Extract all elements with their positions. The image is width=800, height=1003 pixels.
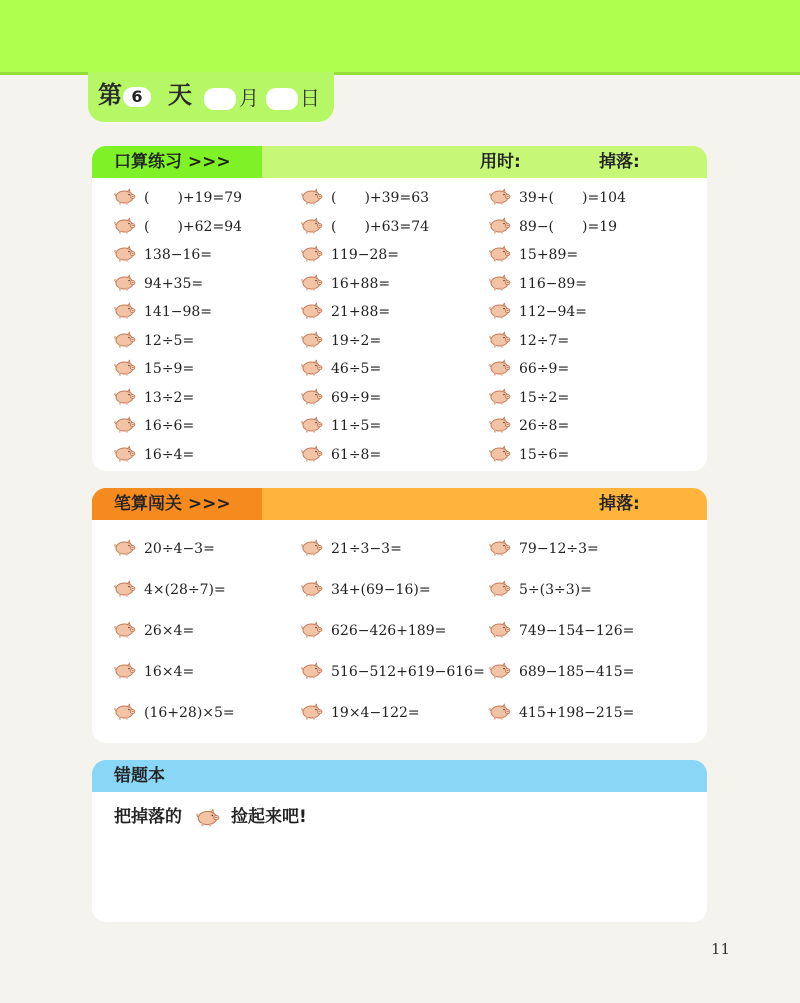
pig-icon <box>114 359 136 376</box>
pig-icon <box>301 416 323 433</box>
oral-practice-header <box>92 146 707 178</box>
pig-icon <box>489 245 511 262</box>
month-label: 月 <box>239 86 259 110</box>
problem-expression: ( )+39=63 <box>331 190 430 206</box>
problem-expression: 26×4= <box>144 623 195 639</box>
problem-expression: 69÷9= <box>331 389 382 406</box>
problem-expression: 16×4= <box>144 664 195 680</box>
pig-icon <box>301 580 323 597</box>
problem-expression: 61÷8= <box>331 446 382 463</box>
problem-expression: 4×(28÷7)= <box>144 582 226 598</box>
pig-icon <box>114 703 136 720</box>
pig-icon <box>489 274 511 291</box>
pig-icon <box>489 188 511 205</box>
problem-expression: (16+28)×5= <box>144 705 235 721</box>
written-practice-panel <box>92 488 707 743</box>
date-label: 日 <box>300 86 320 110</box>
pig-icon <box>301 445 323 462</box>
pig-icon <box>489 217 511 234</box>
pig-icon <box>196 808 220 827</box>
problem-expression: ( )+19=79 <box>144 190 243 206</box>
pig-icon <box>489 662 511 679</box>
problem-expression: 112−94= <box>519 304 587 320</box>
top-banner <box>0 0 800 75</box>
pig-icon <box>301 302 323 319</box>
mistakes-writing-area[interactable] <box>92 840 707 920</box>
pig-icon <box>489 302 511 319</box>
pig-icon <box>114 245 136 262</box>
written-dropped-label: 掉落: <box>599 494 640 514</box>
pig-icon <box>114 188 136 205</box>
day-number: 6 <box>123 87 151 107</box>
problem-expression: 16÷4= <box>144 446 195 463</box>
oral-dropped-label: 掉落: <box>599 152 640 172</box>
pig-icon <box>489 416 511 433</box>
pig-icon <box>301 245 323 262</box>
pig-icon <box>301 388 323 405</box>
pig-icon <box>301 539 323 556</box>
day-suffix: 天 <box>168 81 192 109</box>
pig-icon <box>489 445 511 462</box>
pig-icon <box>489 580 511 597</box>
month-blank[interactable] <box>204 88 236 110</box>
pig-icon <box>489 331 511 348</box>
pig-icon <box>114 274 136 291</box>
problem-expression: 13÷2= <box>144 389 195 406</box>
problem-expression: 94+35= <box>144 275 204 292</box>
pig-icon <box>114 445 136 462</box>
problem-expression: 16+88= <box>331 275 391 292</box>
problem-expression: 12÷7= <box>519 332 570 349</box>
date-blank[interactable] <box>266 88 298 110</box>
pig-icon <box>489 539 511 556</box>
pig-icon <box>301 188 323 205</box>
oral-practice-panel <box>92 146 707 471</box>
pig-icon <box>114 662 136 679</box>
problem-expression: 79−12÷3= <box>519 541 599 557</box>
problem-expression: 16÷6= <box>144 418 195 434</box>
problem-expression: 15÷9= <box>144 361 195 377</box>
problem-expression: 34+(69−16)= <box>331 582 431 598</box>
problem-expression: 119−28= <box>331 247 399 263</box>
pig-icon <box>114 580 136 597</box>
mistakes-text-after: 捡起来吧! <box>231 807 307 827</box>
pig-icon <box>489 703 511 720</box>
problem-expression: 141−98= <box>144 304 212 320</box>
problem-expression: 21÷3−3= <box>331 541 402 557</box>
pig-icon <box>114 302 136 319</box>
time-label: 用时: <box>480 152 521 172</box>
pig-icon <box>114 388 136 405</box>
mistakes-header <box>92 760 707 792</box>
problem-expression: 26÷8= <box>519 418 570 434</box>
problem-expression: 15÷6= <box>519 446 570 463</box>
problem-expression: 66÷9= <box>519 361 570 377</box>
pig-icon <box>301 621 323 638</box>
pig-icon <box>114 539 136 556</box>
problem-expression: 116−89= <box>519 275 587 292</box>
problem-expression: 689−185−415= <box>519 664 635 680</box>
pig-icon <box>114 217 136 234</box>
pig-icon <box>114 331 136 348</box>
day-header <box>88 72 334 122</box>
problem-expression: 415+198−215= <box>519 705 635 721</box>
problem-expression: 626−426+189= <box>331 623 447 639</box>
day-prefix: 第 <box>98 81 122 109</box>
problem-expression: ( )+62=94 <box>144 218 243 235</box>
problem-expression: 138−16= <box>144 247 212 263</box>
problem-expression: 21+88= <box>331 304 391 320</box>
pig-icon <box>301 662 323 679</box>
pig-icon <box>301 359 323 376</box>
problem-expression: 15÷2= <box>519 389 570 406</box>
problem-expression: 89−( )=19 <box>519 218 618 235</box>
problem-expression: 19×4−122= <box>331 705 420 721</box>
written-practice-header <box>92 488 707 520</box>
pig-icon <box>301 217 323 234</box>
pig-icon <box>301 703 323 720</box>
problem-expression: 15+89= <box>519 247 579 263</box>
oral-practice-title: 口算练习 >>> <box>92 146 262 178</box>
pig-icon <box>114 621 136 638</box>
problem-expression: 749−154−126= <box>519 623 635 639</box>
mistakes-title: 错题本 <box>114 766 165 786</box>
problem-expression: 39+( )=104 <box>519 190 626 206</box>
mistakes-text-before: 把掉落的 <box>114 807 182 827</box>
problem-expression: ( )+63=74 <box>331 218 430 235</box>
problem-expression: 12÷5= <box>144 332 195 349</box>
pig-icon <box>114 416 136 433</box>
problem-expression: 516−512+619−616= <box>331 664 485 680</box>
problem-expression: 46÷5= <box>331 361 382 377</box>
pig-icon <box>301 331 323 348</box>
problem-expression: 19÷2= <box>331 332 382 349</box>
written-practice-title: 笔算闯关 >>> <box>92 488 262 520</box>
problem-expression: 5÷(3÷3)= <box>519 582 592 598</box>
problem-expression: 20÷4−3= <box>144 541 215 557</box>
pig-icon <box>489 388 511 405</box>
pig-icon <box>301 274 323 291</box>
problem-expression: 11÷5= <box>331 418 382 434</box>
pig-icon <box>489 359 511 376</box>
page-number: 11 <box>711 940 731 958</box>
pig-icon <box>489 621 511 638</box>
mistakes-panel <box>92 760 707 922</box>
